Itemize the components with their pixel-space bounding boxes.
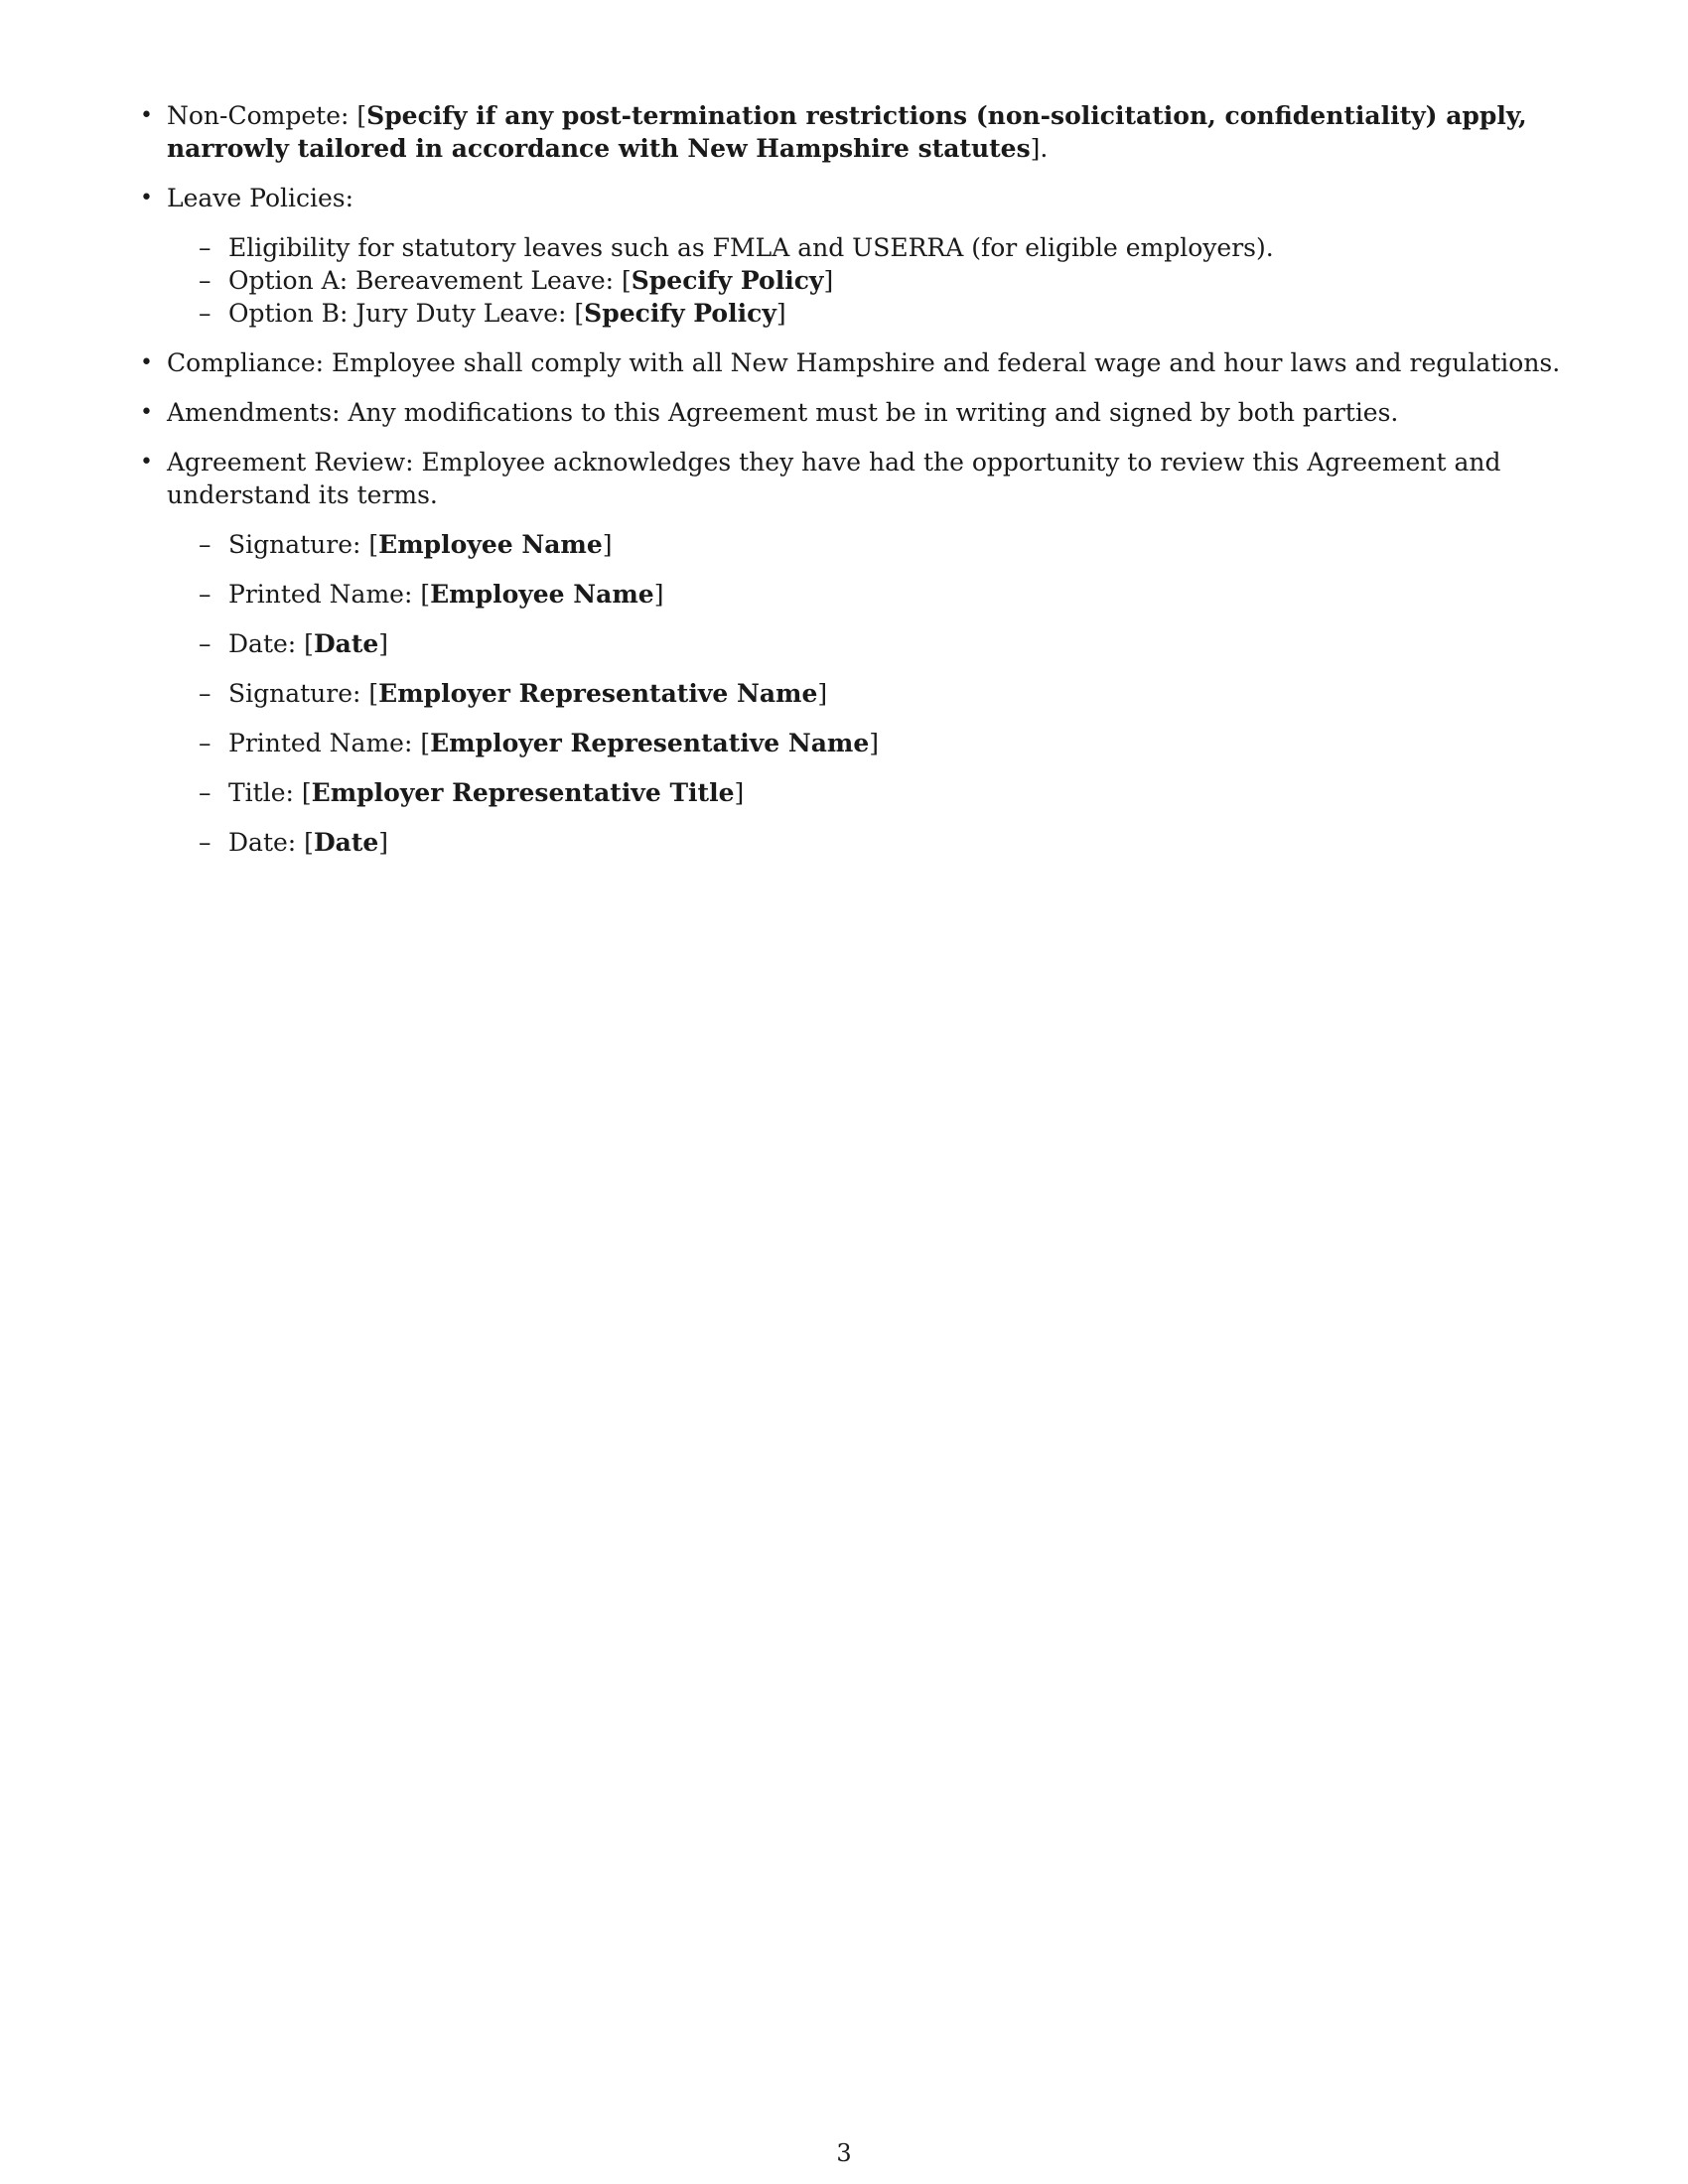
bracket-close: ].: [1030, 134, 1049, 163]
signature-block: [228, 528, 1589, 859]
leave-policies-item: [167, 182, 1589, 330]
bracket-open: [: [368, 530, 379, 559]
jury-duty-leave-label: Option B: Jury Duty Leave:: [228, 299, 575, 328]
bracket-open: [: [304, 828, 314, 857]
employee-signature-line: [228, 528, 1589, 561]
agreement-review-text: Agreement Review: Employee acknowledges they have had the opportunity to review this Agreement and understand its terms.: [167, 448, 1501, 509]
amendments-item: [167, 396, 1589, 429]
leave-eligibility-text: Eligibility for statutory leaves such as FMLA and USERRA (for eligible employers).: [228, 233, 1274, 262]
field-placeholder: Date: [313, 629, 379, 658]
field-label: Date:: [228, 629, 305, 658]
field-label: Date:: [228, 828, 305, 857]
bracket-open: [: [420, 729, 431, 757]
bracket-close: ]: [653, 580, 664, 609]
non-compete-placeholder: Specify if any post-termination restrictions (non-solicitation, confidentiality) apply, narrowly tailored in accordance with New Hampshire statutes: [167, 101, 1527, 163]
field-placeholder: Employer Representative Title: [311, 778, 735, 807]
field-label: Signature:: [228, 530, 369, 559]
employee-date-line: [228, 627, 1589, 660]
bracket-open: [: [356, 101, 367, 130]
bracket-open: [: [621, 266, 632, 295]
field-label: Printed Name:: [228, 580, 421, 609]
bracket-close: ]: [775, 299, 786, 328]
bereavement-leave-item: [228, 264, 1589, 297]
leave-eligibility-item: [228, 231, 1589, 264]
bracket-open: [: [368, 679, 379, 708]
field-label: Title:: [228, 778, 302, 807]
bracket-close: ]: [602, 530, 613, 559]
agreement-review-item: [167, 446, 1589, 859]
field-label: Signature:: [228, 679, 369, 708]
non-compete-label: Non-Compete:: [167, 101, 357, 130]
field-placeholder: Employee Name: [430, 580, 654, 609]
field-placeholder: Employee Name: [378, 530, 603, 559]
compliance-item: [167, 346, 1589, 379]
field-placeholder: Employer Representative Name: [378, 679, 818, 708]
bracket-open: [: [301, 778, 312, 807]
bracket-open: [: [574, 299, 585, 328]
jury-duty-policy-placeholder: Specify Policy: [584, 299, 776, 328]
field-label: Printed Name:: [228, 729, 421, 757]
bracket-close: ]: [817, 679, 828, 708]
jury-duty-leave-item: [228, 297, 1589, 330]
bereavement-leave-label: Option A: Bereavement Leave:: [228, 266, 622, 295]
bracket-open: [: [420, 580, 431, 609]
bracket-close: ]: [869, 729, 880, 757]
bereavement-policy-placeholder: Specify Policy: [631, 266, 824, 295]
employer-title-line: [228, 776, 1589, 809]
bracket-close: ]: [734, 778, 745, 807]
compliance-text: Compliance: Employee shall comply with all New Hampshire and federal wage and hour laws and regulations.: [167, 348, 1561, 377]
document-body: [167, 99, 1589, 876]
non-compete-item: [167, 99, 1589, 165]
bracket-close: ]: [378, 828, 389, 857]
bracket-close: ]: [378, 629, 389, 658]
employee-printed-name-line: [228, 578, 1589, 611]
employer-date-line: [228, 826, 1589, 859]
field-placeholder: Employer Representative Name: [430, 729, 870, 757]
employer-printed-name-line: [228, 727, 1589, 759]
page-number: 3: [836, 2139, 852, 2167]
leave-policies-label: Leave Policies:: [167, 184, 354, 212]
bracket-close: ]: [823, 266, 834, 295]
amendments-text: Amendments: Any modifications to this Agreement must be in writing and signed by both parties.: [167, 398, 1399, 427]
leave-policies-sublist: [228, 231, 1589, 330]
field-placeholder: Date: [313, 828, 379, 857]
employer-signature-line: [228, 677, 1589, 710]
bracket-open: [: [304, 629, 314, 658]
